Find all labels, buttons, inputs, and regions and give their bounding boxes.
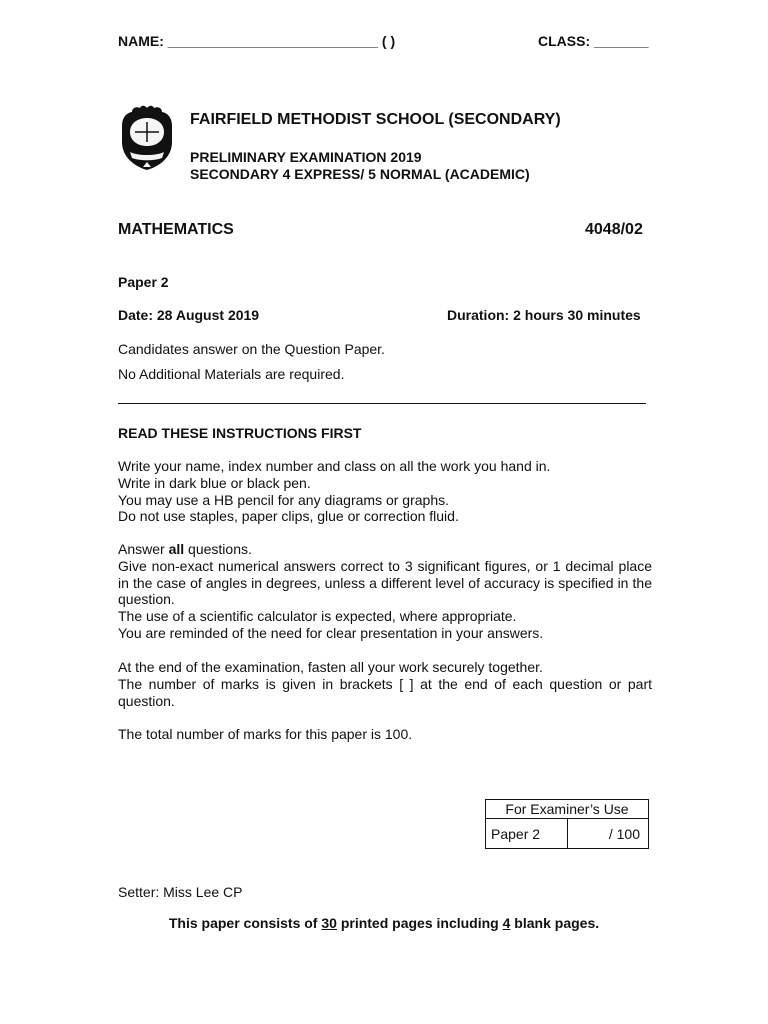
materials-note: No Additional Materials are required. (118, 366, 345, 382)
sigfig-instruction: Give non-exact numerical answers correct to 3 significant figures, or 1 decimal place in the case of angles in degrees, unless a different level of accuracy is specified in the question. (118, 557, 652, 608)
answer-suffix: questions. (184, 541, 252, 557)
exam-title: PRELIMINARY EXAMINATION 2019 (190, 149, 422, 165)
class-field-line: CLASS: _______ (538, 33, 649, 49)
instructions-heading: READ THESE INSTRUCTIONS FIRST (118, 425, 362, 441)
presentation-instruction: You are reminded of the need for clear presentation in your answers. (118, 624, 544, 641)
instructions-group-1 (118, 458, 652, 525)
divider-line (118, 403, 646, 404)
footer-suffix: blank pages. (510, 915, 600, 931)
answer-prefix: Answer (118, 541, 169, 557)
candidates-note: Candidates answer on the Question Paper. (118, 341, 385, 357)
fasten-instruction: At the end of the examination, fasten all your work securely together. (118, 659, 543, 675)
instruction-line: Do not use staples, paper clips, glue or correction fluid. (118, 508, 459, 525)
instructions-group-2 (118, 541, 652, 642)
instruction-line: You may use a HB pencil for any diagrams or graphs. (118, 491, 449, 508)
instructions-group-3 (118, 659, 652, 709)
blank-pages-count: 4 (502, 915, 511, 931)
total-marks: The total number of marks for this paper is 100. (118, 726, 413, 742)
subject-title: MATHEMATICS (118, 221, 234, 238)
instructions-group-4 (118, 726, 652, 743)
examiner-paper-label: Paper 2 (486, 819, 568, 849)
subject-code: 4048/02 (585, 221, 643, 238)
examiner-use-table (485, 799, 649, 849)
instruction-line: Write in dark blue or black pen. (118, 474, 311, 491)
school-crest-icon (118, 104, 176, 172)
setter-credit: Setter: Miss Lee CP (118, 884, 243, 900)
examiner-table-header: For Examiner’s Use (486, 800, 649, 819)
exam-date: Date: 28 August 2019 (118, 307, 260, 323)
examiner-score-cell: / 100 (568, 819, 649, 849)
exam-level: SECONDARY 4 EXPRESS/ 5 NORMAL (ACADEMIC) (190, 166, 530, 182)
footer-prefix: This paper consists of (168, 915, 322, 931)
name-field-line: NAME: ___________________________ ( ) (118, 33, 396, 49)
paper-label: Paper 2 (118, 274, 169, 290)
exam-duration: Duration: 2 hours 30 minutes (447, 307, 641, 323)
page-count-note (0, 915, 768, 931)
school-name: FAIRFIELD METHODIST SCHOOL (SECONDARY) (190, 111, 561, 128)
instruction-line: Write your name, index number and class on all the work you hand in. (118, 458, 551, 474)
answer-all-line (118, 541, 652, 558)
printed-pages-count: 30 (321, 915, 337, 931)
footer-middle: printed pages including (336, 915, 503, 931)
answer-bold: all (168, 541, 185, 557)
marks-instruction: The number of marks is given in brackets [ ] at the end of each question or part question. (118, 675, 652, 709)
calculator-instruction: The use of a scientific calculator is expected, where appropriate. (118, 608, 517, 625)
